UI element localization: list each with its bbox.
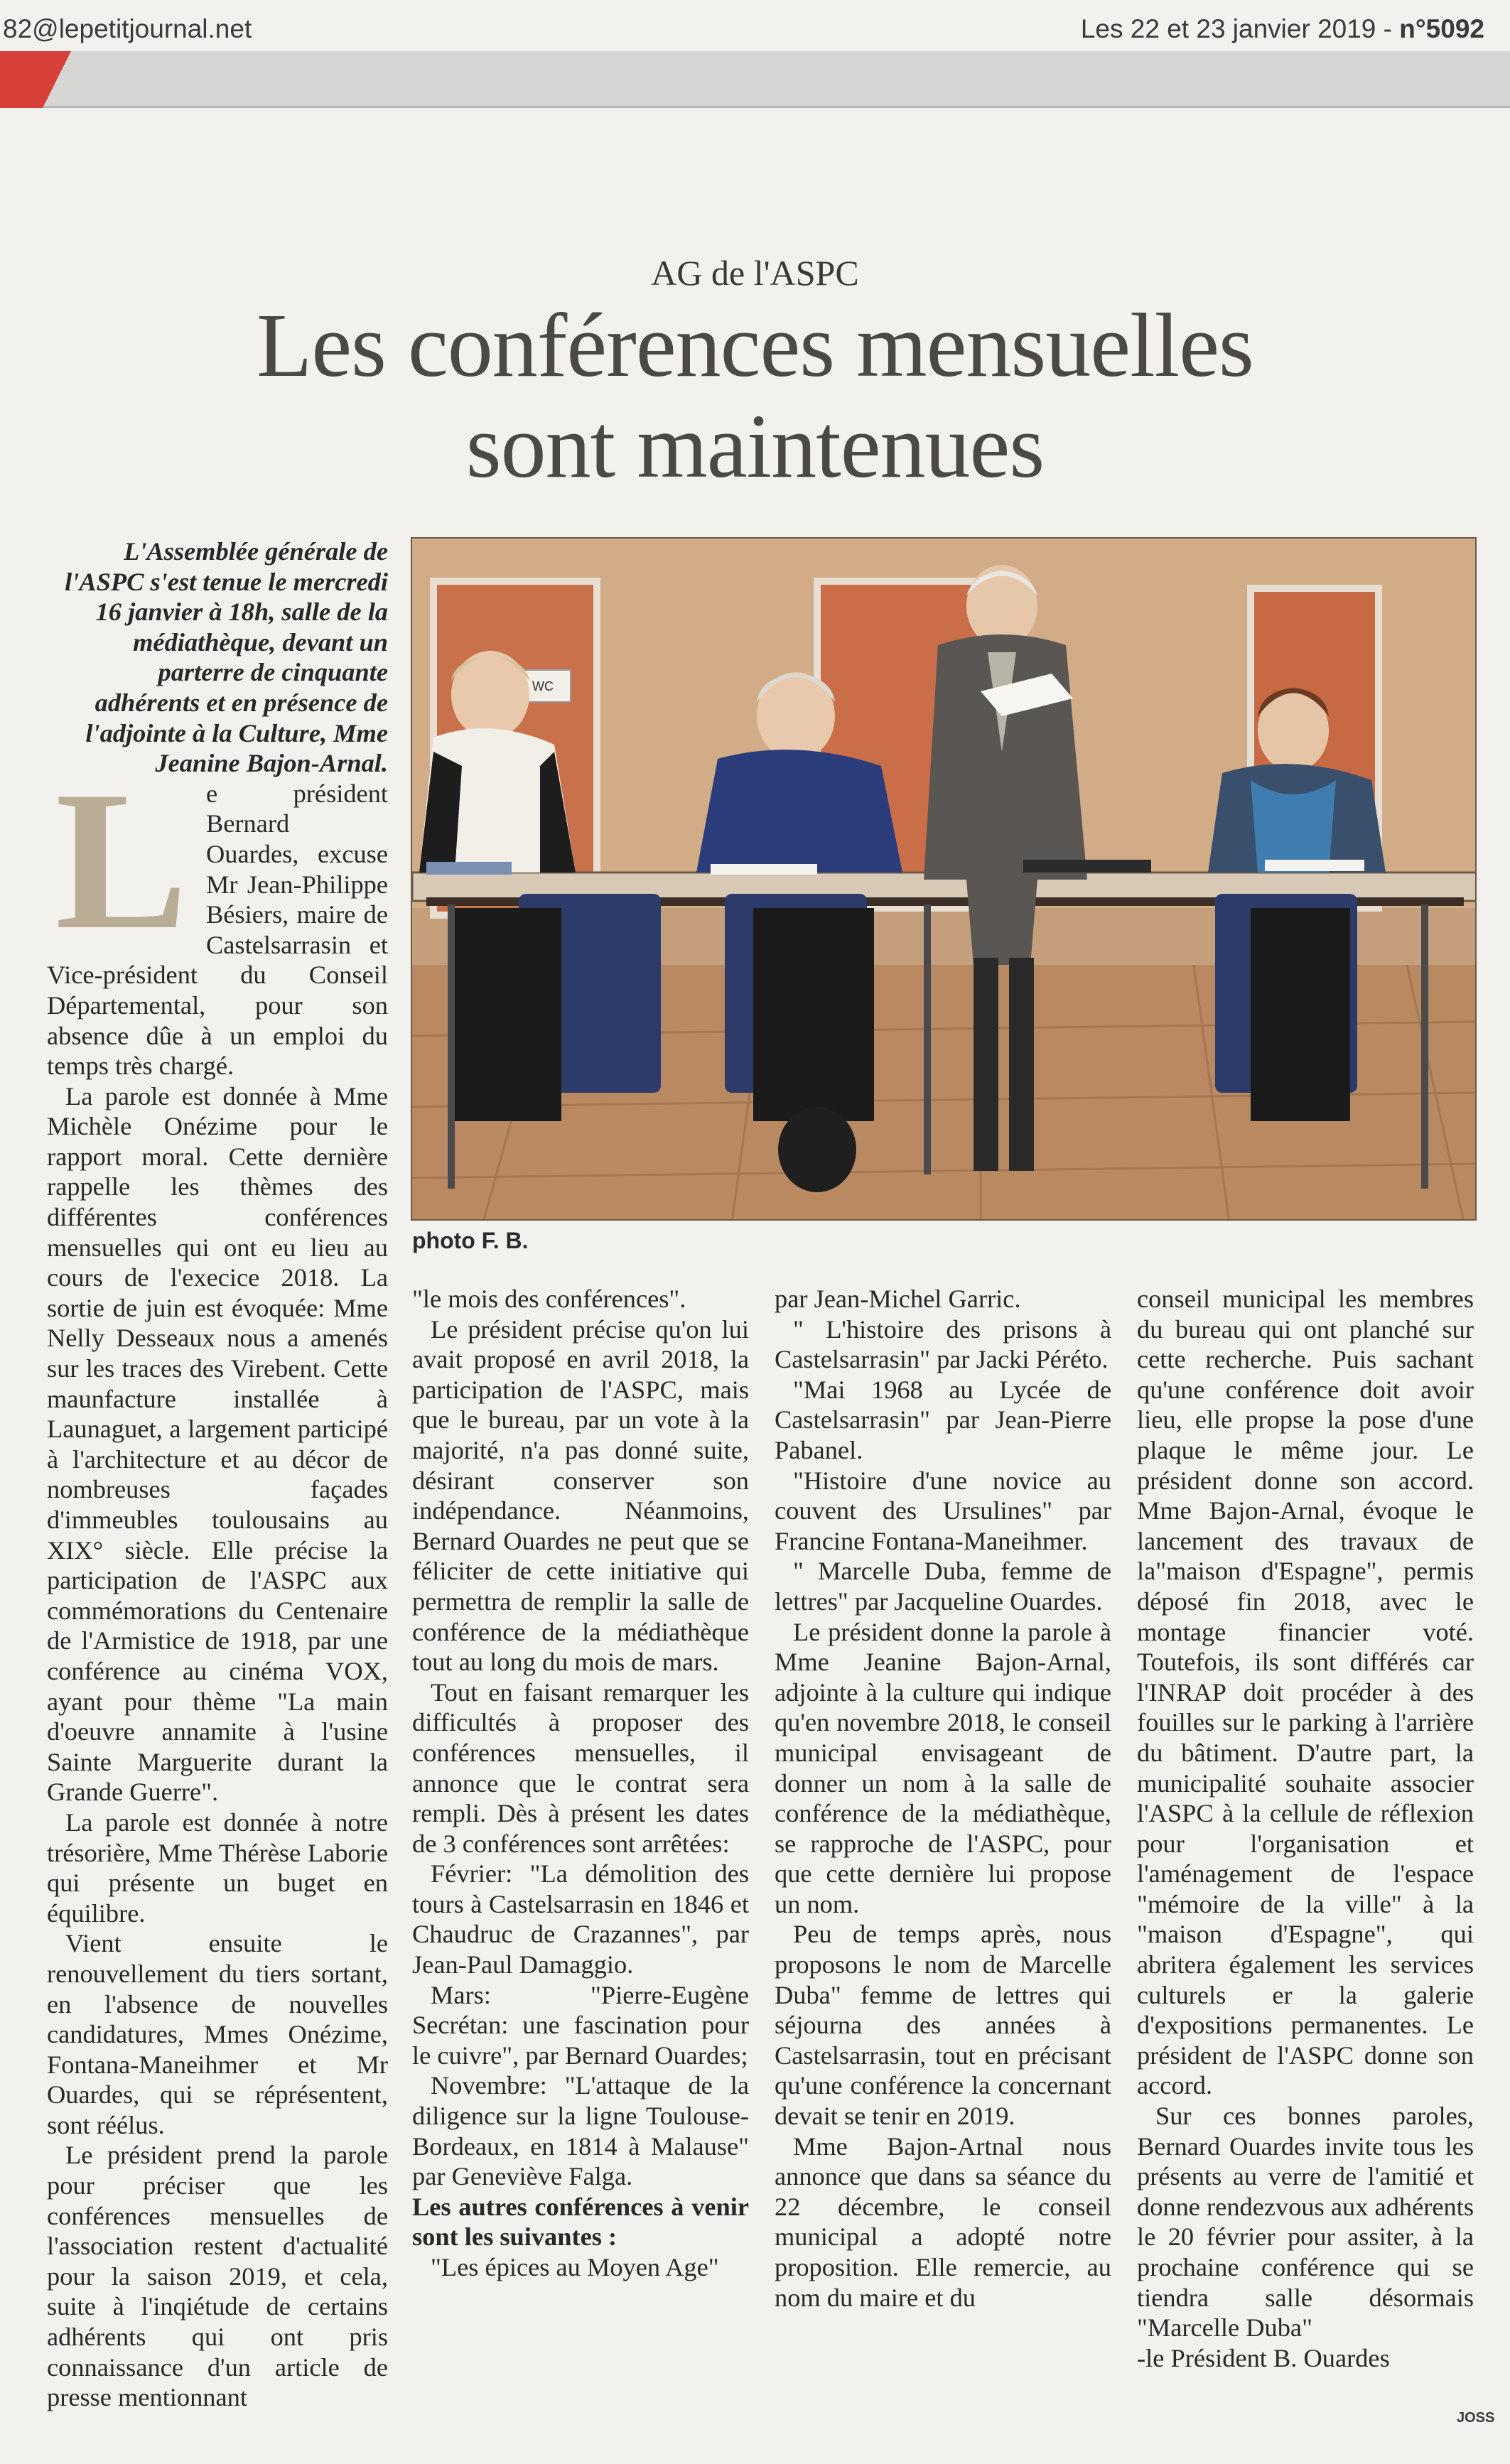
- article-kicker: AG de l'ASPC: [651, 253, 859, 293]
- paragraph-5: Le président prend la parole pour préciser que les conférences mensuelles de l'association restent d'actualité pour la saison 2019, et cela, suite à l'inqiétude de certains adhérents qui ont pris connaissance d'un article de presse mentionnant: [47, 2141, 388, 2412]
- header-date: [1081, 14, 1484, 44]
- paragraph-17: "Histoire d'une novice au couvent des Ursulines" par Francine Fontana-Maneihmer.: [775, 1466, 1111, 1555]
- article-headline: [0, 295, 1510, 497]
- author-tag: JOSS: [1457, 2410, 1495, 2426]
- paragraph-11: Novembre: "L'attaque de la diligence sur la ligne Toulouse-Bordeaux, en 1814 à Malause" par Geneviève Falga.: [412, 2071, 749, 2191]
- door-sign-text: WC: [532, 679, 554, 693]
- header-date-text: Les 22 et 23 janvier 2019 -: [1080, 14, 1400, 43]
- photo-caption: photo F. B.: [412, 1228, 529, 1253]
- paragraph-19: Le président donne la parole à Mme Jeanine Bajon-Arnal, adjointe à la culture qui indique qu'en novembre 2018, le conseil municipal envisageant de donner un nom à la salle de conférence de la médiathèque, se rapproche de l'ASPC, pour que cette dernière lui propose un nom.: [775, 1617, 1111, 1918]
- dropcap-paragraph: [47, 749, 388, 1081]
- article-column-1: [47, 536, 388, 2413]
- paragraph-3: La parole est donnée à notre trésorière, Mme Thérèse Laborie qui présente un buget en équilibre.: [47, 1808, 388, 1928]
- header-issue-number: n°5092: [1399, 14, 1484, 43]
- article-photo: [411, 537, 1477, 1221]
- paragraph-7: Le président précise qu'on lui avait proposé en avril 2018, la participation de l'ASPC, mais que le bureau, par un vote à la majorité, n'a pas donné suite, désirant conserver son indépendance. Néanmoins, Bernard Ouardes ne peut que se féliciter de cette initiative qui permettra de remplir la salle de conférence de la médiathèque tout au long du mois de mars.: [412, 1314, 749, 1677]
- paragraph-14: par Jean-Michel Garric.: [775, 1285, 1021, 1313]
- paragraph-13: "Les épices au Moyen Age": [431, 2253, 719, 2281]
- paragraph-1: e président Bernard Ouardes, excuse Mr Jean-Philippe Bésiers, maire de Castelsarrasin et Vice-président du Conseil Départemental, pour son absence dûe à un emploi du temps très chargé.: [47, 779, 388, 1081]
- article-signature: -le Président B. Ouardes: [1137, 2343, 1390, 2372]
- paragraph-20: Peu de temps après, nous proposons le nom de Marcelle Duba" femme de lettres qui séjourna des années à Castelsarrasin, tout en précisant qu'une conférence la concernant devait se tenir en 2019.: [775, 1920, 1111, 2131]
- paragraph-4: Vient ensuite le renouvellement du tiers sortant, en l'absence de nouvelles candidatures, Mmes Onézime, Fontana-Maneihmer et Mr Ouardes, qui se réprésentent, sont réélus.: [47, 1929, 388, 2139]
- article-column-2: [412, 1284, 749, 2283]
- paragraph-9: Février: "La démolition des tours à Castelsarrasin en 1846 et Chaudruc de Crazannes", par Jean-Paul Damaggio.: [412, 1859, 749, 1979]
- headline-line-2: sont maintenues: [465, 396, 1045, 497]
- paragraph-16: "Mai 1968 au Lycée de Castelsarrasin" par Jean-Pierre Pabanel.: [775, 1375, 1111, 1464]
- paragraph-22: conseil municipal les membres du bureau qui ont planché sur cette recherche. Puis sachant qu'une conférence doit avoir lieu, elle propse la pose d'une plaque le même jour. Le président donne son accord. Mme Bajon-Arnal, évoque le lancement des travaux de la"maison d'Espagne", permis déposé fin 2018, avec le montage financier voté. Toutefois, ils sont différés car l'INRAP doit procéder à des fouilles sur le parking à l'arrière du bâtiment. D'autre part, la municipalité souhaite associer l'ASPC à la cellule de réflexion pour l'organisation et l'aménagement de l'espace "mémoire de la ville" à la "maison d'Espagne", qui abritera également les services culturels er la galerie d'expositions permanentes. Le président de l'ASPC donne son accord.: [1137, 1285, 1474, 2100]
- paragraph-6: "le mois des conférences".: [412, 1285, 686, 1313]
- headline-line-1: Les conférences mensuelles: [257, 295, 1253, 396]
- header-rule: [0, 51, 1510, 108]
- paragraph-8: Tout en faisant remarquer les difficultés à proposer des conférences mensuelles, il annonce que le contrat sera rempli. Dès à présent les dates de 3 conférences sont arrêtées:: [412, 1677, 749, 1858]
- article-column-3: [775, 1284, 1111, 2313]
- paragraph-23: Sur ces bonnes paroles, Bernard Ouardes invite tous les présents au verre de l'amitié et donne rendezvous aux adhérents le 20 février pour assiter, à la prochaine conférence qui se tiendra salle désormais "Marcelle Duba": [1137, 2102, 1474, 2343]
- header-email: 82@lepetitjournal.net: [3, 14, 252, 43]
- photo-illustration: [412, 539, 1477, 1221]
- page-header: [0, 0, 1510, 107]
- article-intro: L'Assemblée générale de l'ASPC s'est tenue le mercredi 16 janvier à 18h, salle de la médiathèque, devant un parterre de cinquante adhérents et en présence de l'adjointe à la Culture, Mme Jeanine Bajon-Arnal.: [65, 537, 388, 778]
- dropcap-letter: L: [55, 749, 188, 971]
- paragraph-10: Mars: "Pierre-Eugène Secrétan: une fascination pour le cuivre", par Bernard Ouardes;: [412, 1980, 749, 2070]
- paragraph-15: " L'histoire des prisons à Castelsarrasin" par Jacki Péréto.: [775, 1314, 1111, 1374]
- article-column-4: [1137, 1284, 1474, 2373]
- paragraph-18: " Marcelle Duba, femme de lettres" par Jacqueline Ouardes.: [775, 1557, 1111, 1616]
- paragraph-2: La parole est donnée à Mme Michèle Onézime pour le rapport moral. Cette dernière rappelle les thèmes des différentes conférences mensuelles qui ont eu lieu au cours de l'execice 2018. La sortie de juin est évoquée: Mme Nelly Desseaux nous a amenés sur les traces des Virebent. Cette maunfacture installée à Launaguet, a largement participé à l'architecture et au décor de nombreuses façades d'immeubles toulousains au XIX° siècle. Elle précise la participation de l'ASPC aux commémorations du Centenaire de l'Armistice de 1918, par une conférence au cinéma VOX, ayant pour thème "La main d'oeuvre annamite à l'usine Sainte Marguerite durant la Grande Guerre".: [47, 1081, 388, 1807]
- section-heading-upcoming: Les autres conférences à venir sont les suivantes :: [412, 2192, 749, 2252]
- paragraph-21: Mme Bajon-Artnal nous annonce que dans sa séance du 22 décembre, le conseil municipal a adopté notre proposition. Elle remercie, au nom du maire et du: [775, 2131, 1111, 2312]
